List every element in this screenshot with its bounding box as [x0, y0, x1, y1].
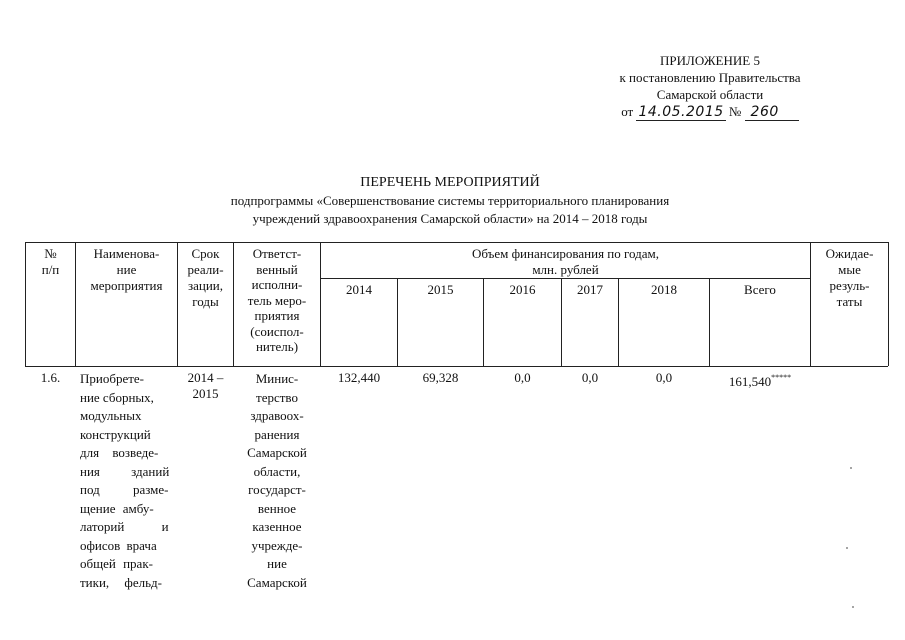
header-num-line: п/п	[41, 262, 60, 277]
header-resp-line: тель меро-	[247, 292, 307, 308]
header-year-2014: 2014	[346, 282, 372, 297]
row-term	[178, 370, 233, 402]
appendix-title: ПРИЛОЖЕНИЕ 5	[660, 53, 760, 68]
row-name-line: под разме-	[80, 482, 169, 497]
heading-title: ПЕРЕЧЕНЬ МЕРОПРИЯТИЙ	[360, 175, 540, 190]
row-term-line: 2015	[192, 386, 219, 401]
row-resp-line: Самарской	[247, 445, 307, 460]
row-name-line: латорий и	[80, 519, 169, 534]
header-funding-line: млн. рублей	[532, 262, 599, 277]
header-num	[26, 246, 75, 278]
row-value-2014: 132,440	[337, 370, 381, 385]
col-border	[888, 242, 889, 366]
row-resp-line: казенное	[252, 519, 302, 534]
row-name-line: конструкций	[80, 426, 151, 442]
row-value-2015: 69,328	[422, 370, 459, 385]
header-bottom-border	[25, 366, 888, 367]
row-resp-line: венное	[257, 500, 297, 516]
row-value-2017: 0,0	[581, 370, 599, 385]
row-term-line: 2014 –	[187, 370, 224, 385]
header-resp-line: венный	[256, 261, 298, 277]
header-name-line: ние	[116, 262, 137, 277]
table-top-border	[25, 242, 888, 243]
row-resp-line: Минис-	[255, 371, 299, 386]
document-heading	[150, 174, 750, 228]
row-name-line: для возведе-	[80, 445, 159, 460]
years-separator	[320, 278, 810, 279]
header-resp-line: исполни-	[251, 277, 303, 292]
header-funding-line: Объем финансирования по годам,	[471, 246, 660, 261]
header-result	[811, 246, 888, 310]
handwritten-date: 14.05.2015	[638, 104, 724, 120]
row-name-line: Приобрете-	[80, 371, 145, 386]
header-responsible	[234, 246, 320, 355]
row-total-footnote-mark: *****	[771, 373, 792, 382]
scan-speck	[850, 467, 852, 469]
header-resp-line: Ответст-	[252, 246, 302, 261]
header-resp-line: (соиспол-	[250, 323, 304, 339]
header-name-line: мероприятия	[90, 278, 163, 293]
date-prefix: от	[621, 104, 634, 119]
row-resp-line: области,	[253, 463, 301, 479]
header-resp-line: приятия	[254, 308, 300, 323]
scan-speck	[852, 606, 854, 608]
row-resp-line: ние	[267, 556, 287, 571]
row-value-2018: 0,0	[655, 370, 673, 385]
header-year-2015: 2015	[427, 282, 454, 297]
row-resp-line: Самарской	[247, 574, 307, 590]
appendix-date-line	[621, 103, 799, 121]
row-total-number: 161,540	[728, 374, 772, 389]
row-name-line: ния зданий	[80, 463, 170, 479]
header-funding	[321, 246, 810, 278]
row-responsible	[234, 370, 320, 592]
header-term-line: реали-	[187, 262, 224, 277]
row-name-line: офисов врача	[80, 537, 157, 553]
header-num-line: №	[44, 246, 57, 261]
scan-speck	[846, 547, 848, 549]
heading-sub1: подпрограммы «Совершенствование системы территориального планирования	[230, 193, 670, 208]
row-num: 1.6.	[40, 370, 61, 385]
heading-sub2: учреждений здравоохранения Самарской области» на 2014 – 2018 годы	[252, 211, 648, 226]
handwritten-number: 260	[745, 104, 799, 121]
header-year-2017: 2017	[577, 282, 603, 297]
header-result-line: таты	[836, 294, 863, 309]
row-name-line: ние сборных,	[80, 389, 154, 405]
row-resp-line: государст-	[248, 482, 306, 497]
row-resp-line: здравоох-	[250, 408, 304, 423]
header-total: Всего	[744, 282, 776, 297]
number-label: №	[728, 104, 742, 119]
appendix-line2: Самарской области	[656, 87, 764, 102]
row-name	[80, 370, 175, 592]
header-year-2018: 2018	[651, 282, 677, 297]
row-name-line: общей прак-	[80, 556, 153, 571]
header-resp-line: нитель)	[255, 339, 299, 354]
row-name-line: щение амбу-	[80, 500, 154, 516]
row-resp-line: ранения	[254, 426, 300, 442]
header-result-line: резуль-	[829, 278, 870, 293]
row-resp-line: учрежде-	[251, 537, 303, 553]
appendix-line1: к постановлению Правительства	[619, 70, 801, 85]
row-value-2016: 0,0	[514, 370, 531, 385]
header-result-line: мые	[838, 262, 861, 277]
row-value-total	[710, 370, 810, 390]
row-resp-line: терство	[256, 389, 298, 405]
header-result-line: Ожидае-	[825, 246, 874, 261]
header-name-line: Наименова-	[93, 246, 160, 261]
header-term-line: зации,	[187, 278, 224, 293]
row-name-line: тики, фельд-	[80, 574, 162, 590]
header-term-line: годы	[192, 294, 219, 309]
header-term	[178, 246, 233, 310]
header-year-2016: 2016	[509, 282, 536, 297]
header-term-line: Срок	[191, 246, 220, 261]
row-name-line: модульных	[80, 408, 142, 423]
appendix-block	[560, 52, 860, 121]
header-name	[76, 246, 177, 294]
